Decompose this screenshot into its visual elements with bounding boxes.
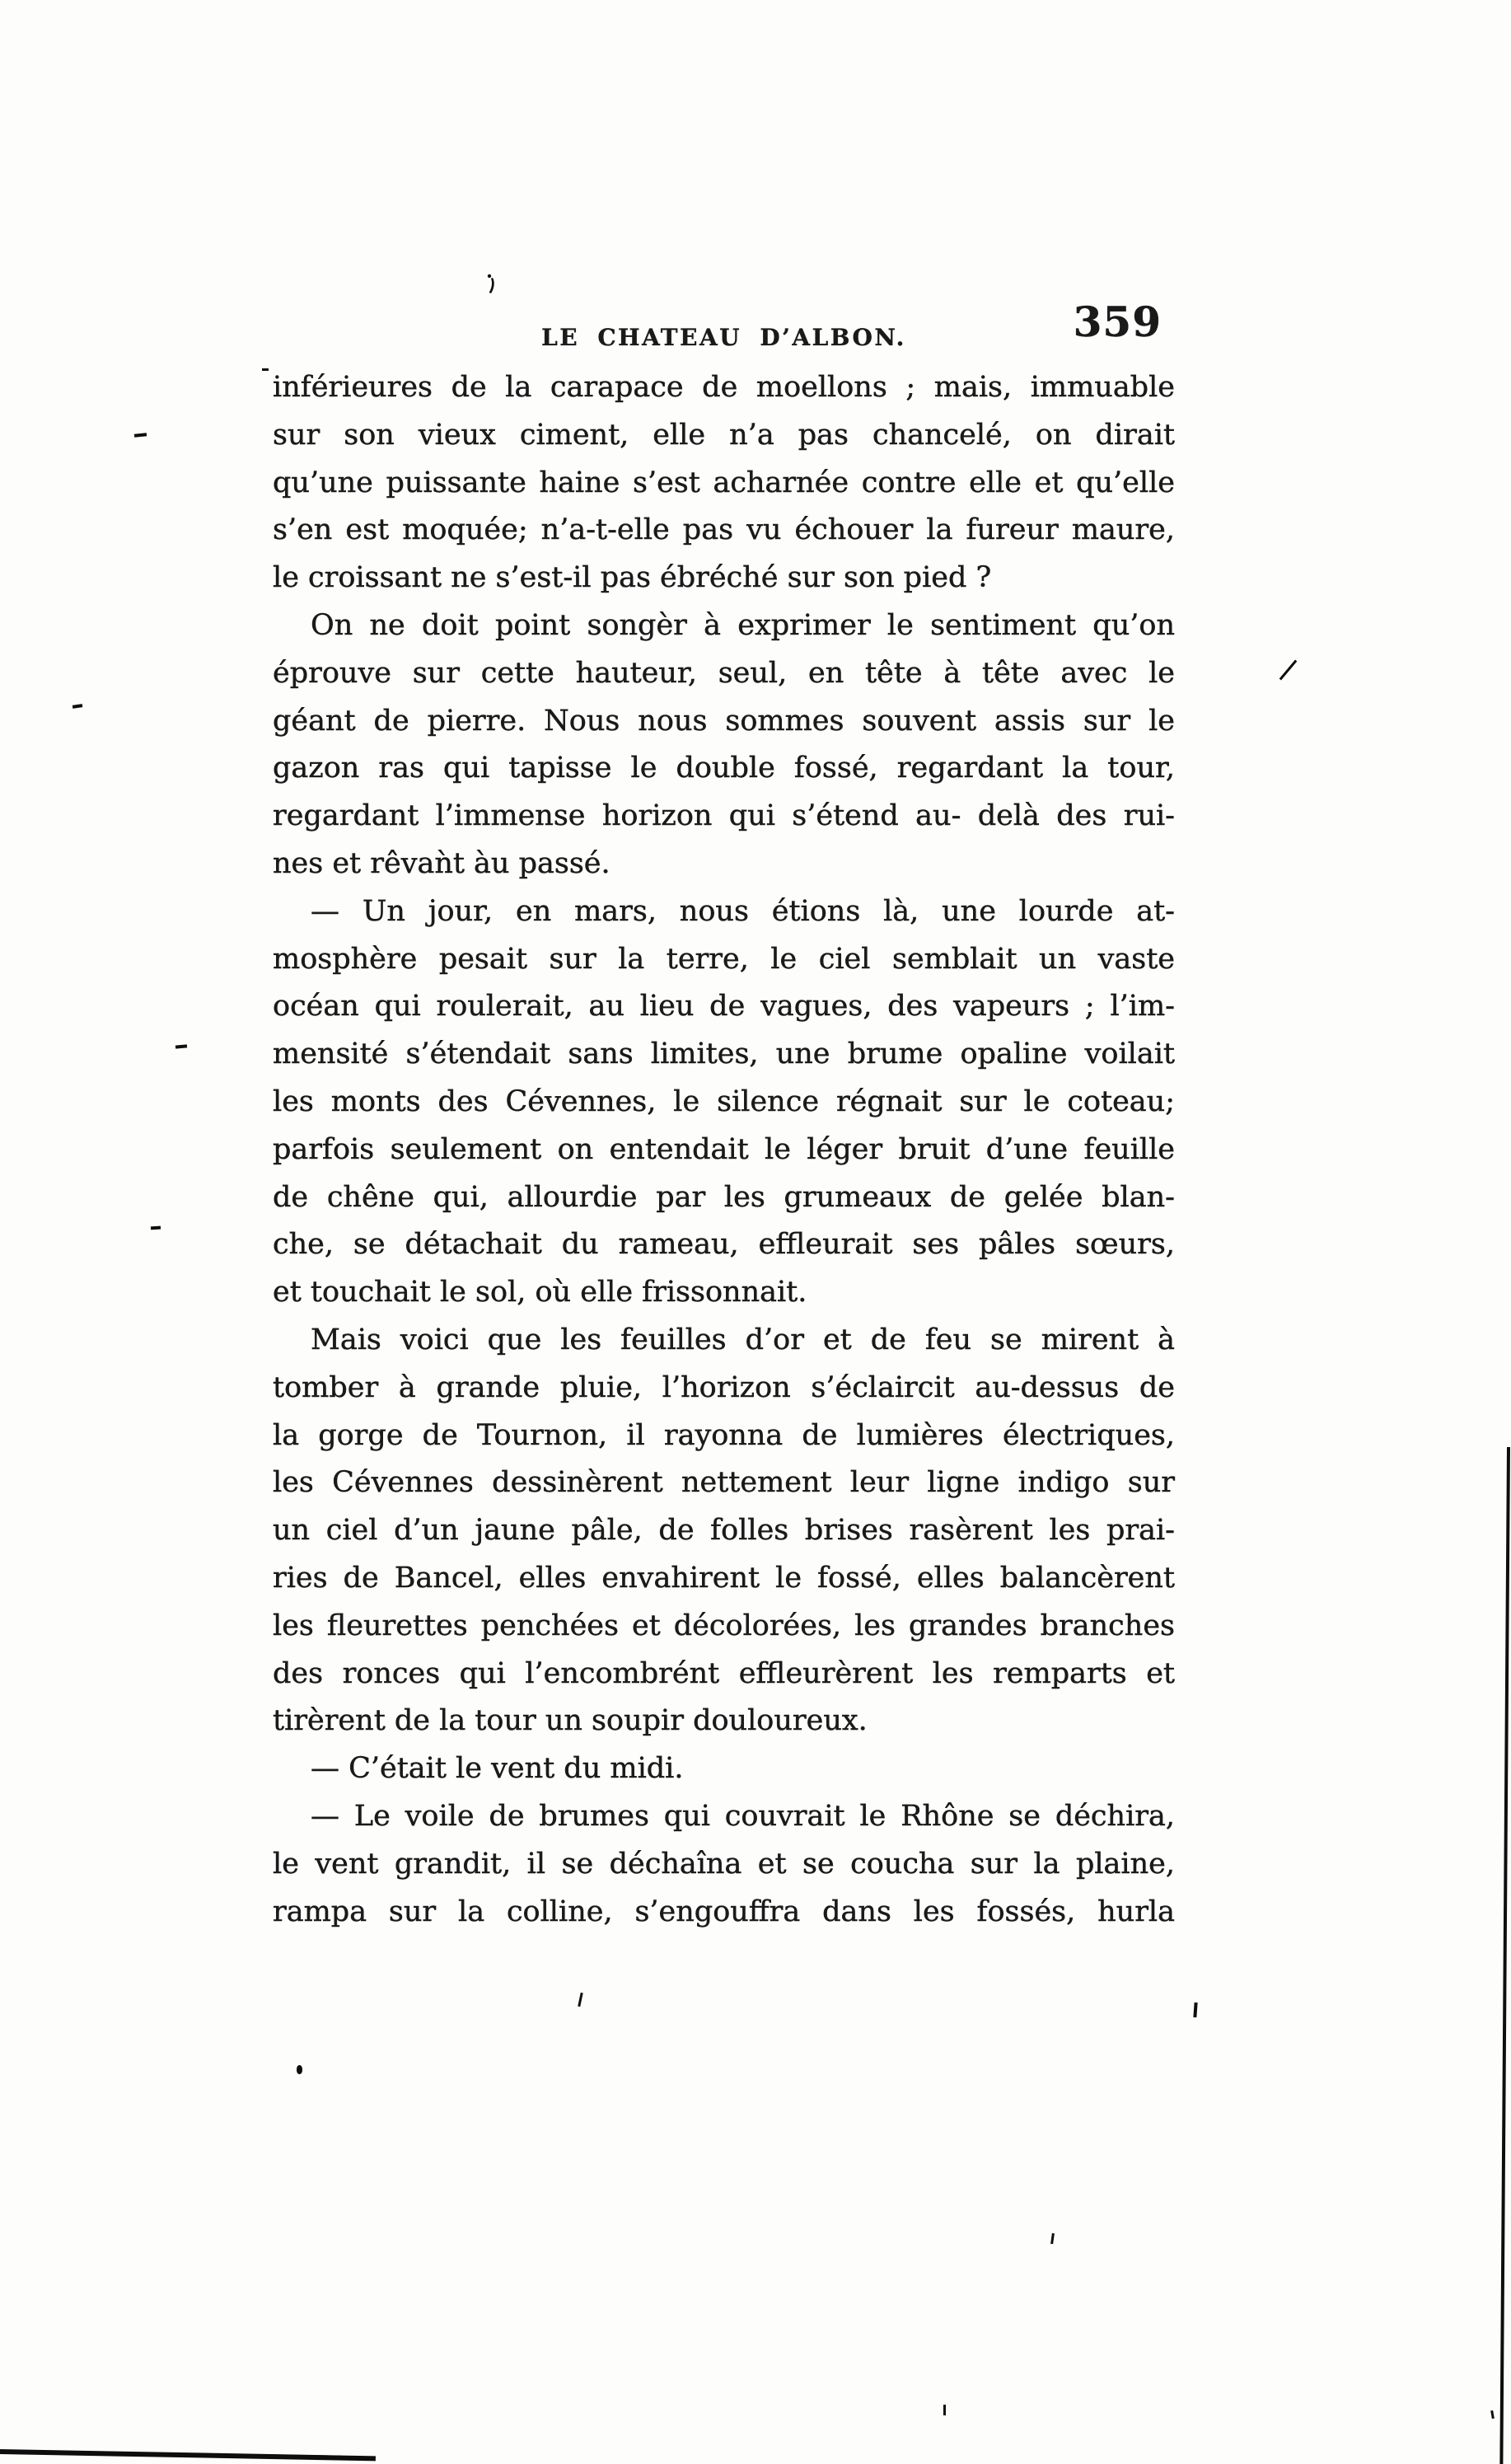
ink-speck (262, 368, 269, 371)
ink-flourish-mark (484, 274, 499, 295)
ink-speck (175, 1044, 187, 1048)
running-title: LE CHATEAU D’ALBON. (541, 324, 906, 351)
text-line: la gorge de Tournon, il rayonna de lumières électriques, (273, 1418, 1175, 1452)
page-number: 359 (1073, 297, 1162, 346)
ink-speck (1490, 2410, 1495, 2419)
text-line: tirèrent de la tour un soupir douloureux. (273, 1704, 868, 1738)
text-line: éprouve sur cette hauteur, seul, en tête à tête avec le (273, 656, 1175, 690)
text-line: les fleurettes penchées et décolorées, les grandes branches (273, 1609, 1175, 1642)
ink-speck (73, 704, 82, 709)
text-line: Mais voici que les feuilles d’or et de feu se mirent à (311, 1323, 1175, 1356)
text-line: océan qui roulerait, au lieu de vagues, des vapeurs ; l’im- (273, 990, 1175, 1024)
ink-speck (943, 2405, 946, 2415)
text-line: des ronces qui l’encombrént effleurèrent les remparts et (273, 1656, 1175, 1690)
ink-speck (1050, 2233, 1055, 2244)
text-line: nes et rêvaǹt àu passé. (273, 846, 610, 880)
text-line: — Un jour, en mars, nous étions là, une lourde at- (311, 894, 1175, 928)
text-line: gazon ras qui tapisse le double fossé, regardant la tour, (273, 752, 1175, 785)
body-text (273, 364, 1175, 1936)
text-line: le vent grandit, il se déchaîna et se coucha sur la plaine, (273, 1847, 1175, 1881)
text-line: un ciel d’un jaune pâle, de folles brises rasèrent les prai- (273, 1514, 1175, 1548)
text-line: géant de pierre. Nous nous sommes souvent assis sur le (273, 704, 1175, 738)
ink-speck (134, 433, 147, 438)
text-line: che, se détachait du rameau, effleurait ses pâles sœurs, (273, 1228, 1175, 1262)
text-line: regardant l’immense horizon qui s’étend au- delà des rui- (273, 799, 1175, 833)
text-line: le croissant ne s’est-il pas ébréché sur son pied ? (273, 561, 992, 595)
text-line: — Le voile de brumes qui couvrait le Rhône se déchira, (311, 1799, 1175, 1833)
page-edge-line-right (1499, 1447, 1510, 2464)
text-line: et touchait le sol, où elle frissonnait. (273, 1276, 807, 1309)
text-line: de chêne qui, allourdie par les grumeaux de gelée blan- (273, 1180, 1175, 1214)
text-line: tomber à grande pluie, l’horizon s’éclaircit au-dessus de (273, 1370, 1175, 1404)
text-line: sur son vieux ciment, elle n’a pas chancelé, on dirait (273, 418, 1175, 452)
text-line: ries de Bancel, elles envahirent le fossé, elles balancèrent (273, 1561, 1175, 1595)
ink-speck (1279, 660, 1298, 681)
ink-speck (1193, 2003, 1197, 2017)
text-line: mensité s’étendait sans limites, une brume opaline voilait (273, 1038, 1175, 1071)
ink-speck (151, 1226, 161, 1230)
text-line: s’en est moquée; n’a-t-elle pas vu échouer la fureur maure, (273, 513, 1175, 547)
text-line: — C’était le vent du midi. (311, 1752, 684, 1786)
text-line: parfois seulement on entendait le léger bruit d’une feuille (273, 1132, 1175, 1166)
text-line: les monts des Cévennes, le silence régnait sur le coteau; (273, 1084, 1175, 1118)
text-line: On ne doit point songèr à exprimer le sentiment qu’on (311, 608, 1175, 642)
text-line: mosphère pesait sur la terre, le ciel semblait un vaste (273, 942, 1175, 976)
text-line: qu’une puissante haine s’est acharnée contre elle et qu’elle (273, 466, 1175, 499)
text-line: rampa sur la colline, s’engouffra dans les fossés, hurla (273, 1895, 1175, 1928)
ink-flourish-shape (484, 274, 499, 295)
ink-speck (578, 1993, 582, 2007)
text-line: les Cévennes dessinèrent nettement leur ligne indigo sur (273, 1466, 1175, 1500)
ink-speck (297, 2065, 302, 2074)
text-line: inférieures de la carapace de moellons ; mais, immuable (273, 371, 1175, 404)
